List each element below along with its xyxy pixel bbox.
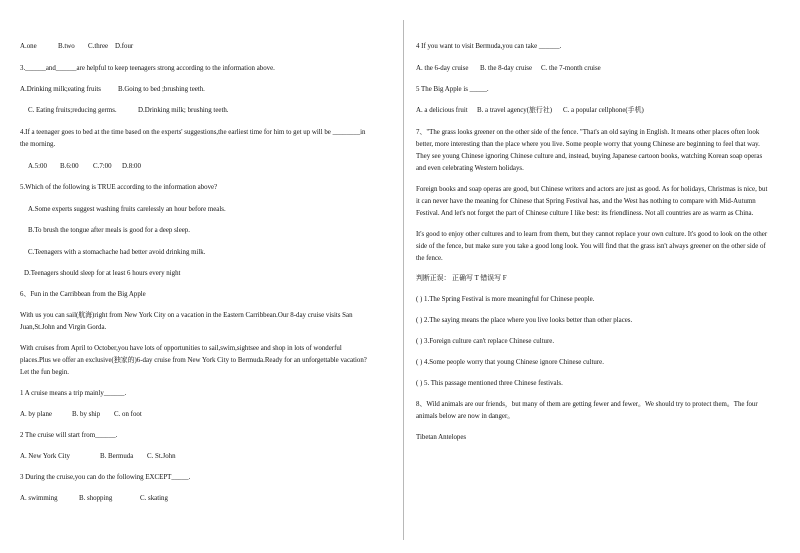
cruise-question-5-options xyxy=(416,106,644,116)
option-c: C. a popular cellphone(手机) xyxy=(563,107,644,114)
cruise-question-5: 5 The Big Apple is _____. xyxy=(416,86,489,93)
option-c: C.7:00 xyxy=(93,163,112,170)
passage-9-line-3: the fence. xyxy=(416,255,443,262)
cruise-question-1-options xyxy=(20,410,142,420)
passage-9-line-1: It's good to enjoy other cultures and to learn from them, but they cannot replace your own culture. It's good to look on the other xyxy=(416,231,768,238)
cruise-question-2: 2 The cruise will start from______. xyxy=(20,432,118,439)
question-options-row xyxy=(20,42,133,52)
option-d: D.8:00 xyxy=(122,163,141,170)
option-b: B. Bermuda xyxy=(100,453,134,460)
option-b: B.two xyxy=(58,43,75,50)
option-a: A. a delicious fruit xyxy=(416,107,468,114)
section-8-line-1: 8、Wild animals are our friends，but many of them are getting fewer and fewer。We should try to protect them。The four xyxy=(416,401,758,408)
question-3-options-cd xyxy=(28,106,229,116)
passage-paragraph-1-line-2: Juan,St.John and Virgin Gorda. xyxy=(20,324,107,331)
true-false-item-4: ( ) 4.Some people worry that young Chinese ignore Chinese culture. xyxy=(416,359,604,366)
column-divider xyxy=(403,20,404,540)
true-false-item-5: ( ) 5. This passage mentioned three Chinese festivals. xyxy=(416,380,563,387)
passage-paragraph-2-line-1: With cruises from April to October,you have lots of opportunities to sail,swim,sightsee and shop in lots of wonderful xyxy=(20,345,342,352)
option-c: C. on foot xyxy=(114,411,142,418)
question-5-option-d: D.Teenagers should sleep for at least 6 hours every night xyxy=(24,270,181,277)
option-c: C. the 7-month cruise xyxy=(541,65,601,72)
cruise-question-4: 4 If you want to visit Bermuda,you can take ______. xyxy=(416,43,562,50)
true-false-instructions: 判断正误： 正确写 T 错误写 F xyxy=(416,275,507,282)
section-8-line-2: animals below are now in danger。 xyxy=(416,413,515,420)
passage-7-line-3: They see young Chinese ignoring Chinese culture and, instead, buying Japanese cartoon books, watching Korean soap operas xyxy=(416,153,763,160)
cruise-question-3: 3 During the cruise,you can do the following EXCEPT_____. xyxy=(20,474,191,481)
question-5-option-a: A.Some experts suggest washing fruits carelessly an hour before meals. xyxy=(28,206,226,213)
option-c: C. St.John xyxy=(147,453,176,460)
question-5: 5.Which of the following is TRUE according to the information above? xyxy=(20,184,218,191)
passage-7-line-1: 7、"The grass looks greener on the other side of the fence. "That's an old saying in English. It means other places often look xyxy=(416,129,760,136)
passage-8-line-1: Foreign books and soap operas are good, but Chinese writers and actors are just as good. As for holidays, Christmas is nice, but xyxy=(416,186,768,193)
option-b: B. the 8-day cruise xyxy=(480,65,533,72)
question-3: 3.______and______are helpful to keep teenagers strong according to the information above. xyxy=(20,65,275,72)
option-a: A. by plane xyxy=(20,411,52,418)
passage-9-line-2: side of the fence, but make sure you take a good long look. You will find that the grass isn't always greener on the other side of xyxy=(416,243,766,250)
cruise-question-4-options xyxy=(416,64,601,74)
true-false-item-2: ( ) 2.The saying means the place where you live looks better than other places. xyxy=(416,317,633,324)
passage-paragraph-2-line-2: places.Plus we offer an exclusive(独家的)6-day cruise from New York City to Bermuda.Ready for an unforgettable vacation? xyxy=(20,357,367,364)
option-a: A.5:00 xyxy=(28,163,47,170)
passage-7-line-4: and even celebrating Western holidays. xyxy=(416,165,524,172)
true-false-item-1: ( ) 1.The Spring Festival is more meaningful for Chinese people. xyxy=(416,296,595,303)
cruise-question-1: 1 A cruise means a trip mainly______. xyxy=(20,390,127,397)
option-b: B.Going to bed ;brushing teeth. xyxy=(118,86,205,93)
passage-8-line-2: it can never have the meaning for Chinese that Spring Festival has, and the West has nothing to compare with Mid-Autumn xyxy=(416,198,756,205)
option-b: B. shopping xyxy=(79,495,113,502)
option-a: A. swimming xyxy=(20,495,58,502)
option-a: A. New York City xyxy=(20,453,70,460)
option-d: D.four xyxy=(115,43,134,50)
section-6-title: 6、Fun in the Carribbean from the Big Apple xyxy=(20,291,146,298)
true-false-item-3: ( ) 3.Foreign culture can't replace Chinese culture. xyxy=(416,338,555,345)
passage-paragraph-1-line-1: With us you can sail(航海)right from New York City on a vacation in the Eastern Carribbean.Our 8-day cruise visits San xyxy=(20,312,353,319)
question-4-continued: the morning. xyxy=(20,141,56,148)
question-5-option-b: B.To brush the tongue after meals is good for a deep sleep. xyxy=(28,227,190,234)
option-a: A.Drinking milk;eating fruits xyxy=(20,86,101,93)
cruise-question-2-options xyxy=(20,452,176,462)
question-4: 4.If a teenager goes to bed at the time based on the experts' suggestions,the earliest time for him to get up will be ________in xyxy=(20,129,366,136)
question-5-option-c: C.Teenagers with a stomachache had better avoid drinking milk. xyxy=(28,249,206,256)
passage-8-line-3: Festival. And let's not forget the part of Chinese culture I like best: its friendliness. Not all countries are as warm as China. xyxy=(416,210,754,217)
option-d: D.Drinking milk; brushing teeth. xyxy=(138,107,229,114)
option-a: A. the 6-day cruise xyxy=(416,65,469,72)
option-c: C. skating xyxy=(140,495,168,502)
option-a: A.one xyxy=(20,43,37,50)
option-b: B. a travel agency(旅行社) xyxy=(477,107,553,114)
cruise-question-3-options xyxy=(20,494,168,504)
passage-paragraph-2-line-3: Let the fun begin. xyxy=(20,369,69,376)
question-4-options xyxy=(28,162,141,172)
option-c: C.three xyxy=(88,43,109,50)
option-b: B. by ship xyxy=(72,411,101,418)
option-c: C. Eating fruits;reducing germs. xyxy=(28,107,117,114)
option-b: B.6:00 xyxy=(60,163,79,170)
question-3-options-ab xyxy=(20,85,205,95)
section-8-subtitle: Tibetan Antelopes xyxy=(416,434,467,441)
passage-7-line-2: better, more interesting than the place where you live. Some people worry that young Chinese are beginning to feel that way. xyxy=(416,141,760,148)
